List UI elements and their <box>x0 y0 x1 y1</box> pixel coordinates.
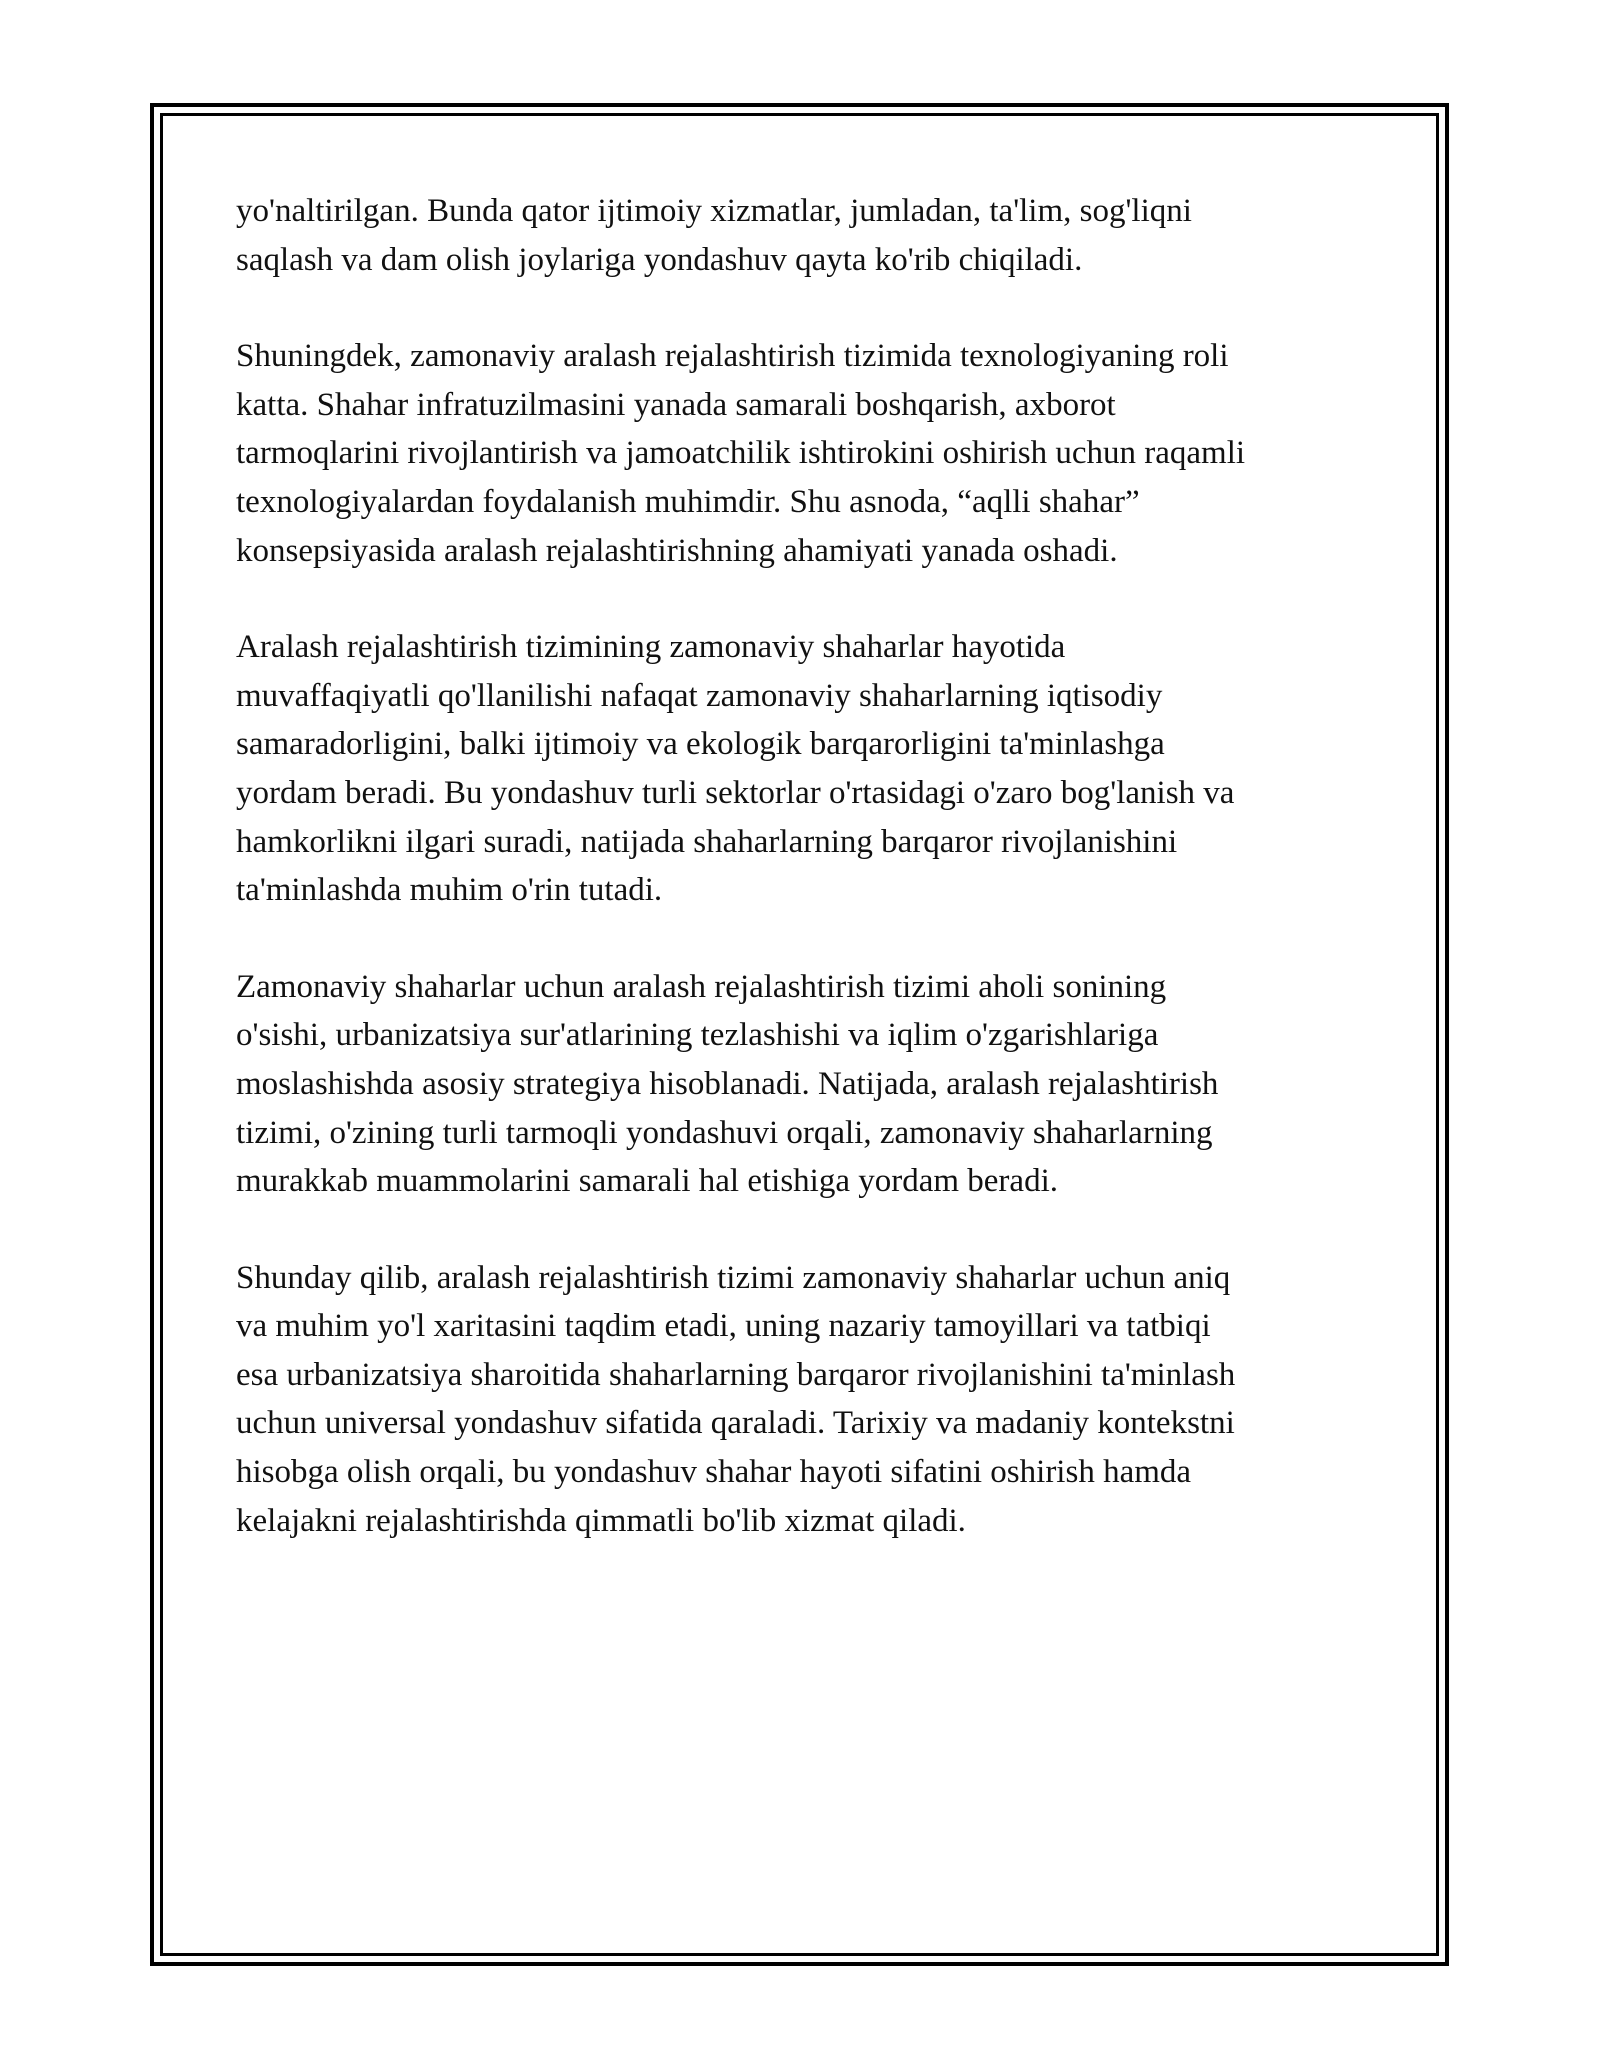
paragraph-4: Zamonaviy shaharlar uchun aralash rejalashtirish tizimi aholi sonining o'sishi, urbanizatsiya sur'atlarining tezlashishi va iqlim o'zgarishlariga moslashishda asosiy strategiya hisoblanadi. Natijada, aralash rejalashtirish tizimi, o'zining turli tarmoqli yondashuvi orqali, zamonaviy shaharlarning murakkab muammolarini samarali hal etishiga yordam beradi. <box>236 968 1219 1200</box>
paragraph-3: Aralash rejalashtirish tizimining zamonaviy shaharlar hayotida muvaffaqiyatli qo'llanilishi nafaqat zamonaviy shaharlarning iqtisodiy samaradorligini, balki ijtimoiy va ekologik barqarorligini ta'minlashga yordam beradi. Bu yondashuv turli sektorlar o'rtasidagi o'zaro bog'lanish va hamkorlikni ilgari suradi, natijada shaharlarning barqaror rivojlanishini ta'minlashda muhim o'rin tutadi. <box>236 629 1235 909</box>
document-body <box>236 187 1366 1593</box>
paragraph-1: yo'naltirilgan. Bunda qator ijtimoiy xizmatlar, jumladan, ta'lim, sog'liqni saqlash va dam olish joylariga yondashuv qayta ko'rib chiqiladi. <box>236 193 1192 278</box>
paragraph-2: Shuningdek, zamonaviy aralash rejalashtirish tizimida texnologiyaning roli katta. Shahar infratuzilmasini yanada samarali boshqarish, axborot tarmoqlarini rivojlantirish va jamoatchilik ishtirokini oshirish uchun raqamli texnologiyalardan foydalanish muhimdir. Shu asnoda, “aqlli shahar” konsepsiyasida aralash rejalashtirishning ahamiyati yanada oshadi. <box>236 338 1246 569</box>
paragraph-5: Shunday qilib, aralash rejalashtirish tizimi zamonaviy shaharlar uchun aniq va muhim yo'l xaritasini taqdim etadi, uning nazariy tamoyillari va tatbiqi esa urbanizatsiya sharoitida shaharlarning barqaror rivojlanishini ta'minlash uchun universal yondashuv sifatida qaraladi. Tarixiy va madaniy kontekstni hisobga olish orqali, bu yondashuv shahar hayoti sifatini oshirish hamda kelajakni rejalashtirishda qimmatli bo'lib xizmat qiladi. <box>236 1259 1236 1539</box>
